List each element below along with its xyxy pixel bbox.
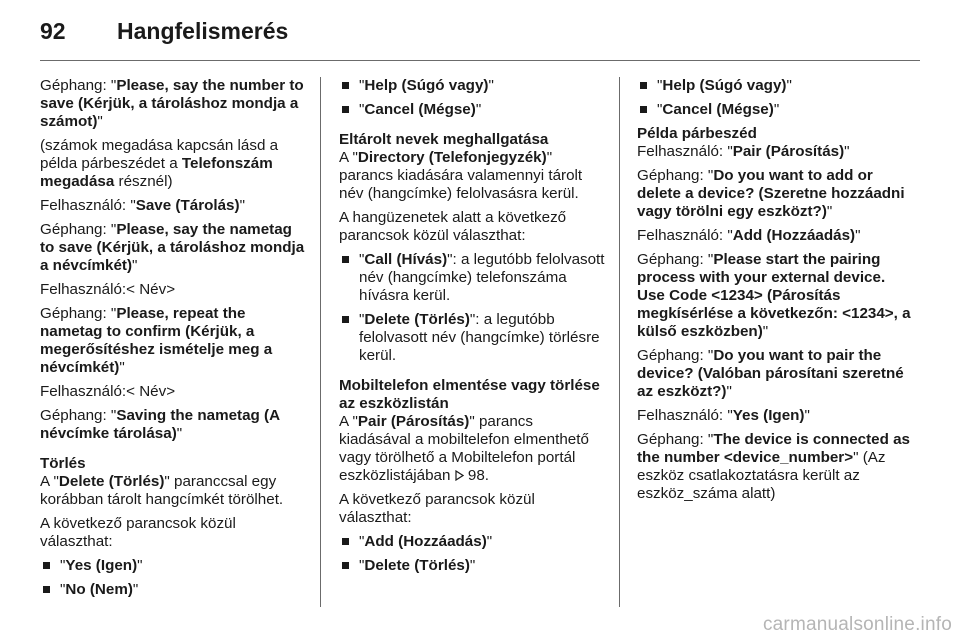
voice-prompt: Do you want to add or delete a device? (Szeretne hozzáadni vagy törölni egy eszközt?)	[637, 167, 905, 220]
square-bullet-icon	[342, 82, 349, 89]
paragraph: A következő parancsok közül választhat:	[40, 515, 236, 550]
voice-command: Delete (Törlés)	[364, 311, 470, 328]
list-item: "Yes (Igen)"	[40, 557, 310, 575]
paragraph: Géphang: "Do you want to pair the device? (Valóban párosítani szeretné az eszközt?)"	[637, 347, 904, 400]
paragraph: A hangüzenetek alatt a következő parancsok közül választhat:	[339, 209, 567, 244]
voice-command: Add (Hozzáadás)	[732, 227, 856, 244]
section-heading: Törlés	[40, 455, 86, 472]
voice-command: No (Nem)	[65, 581, 133, 598]
paragraph: Géphang: "Please, say the number to save (Kérjük, a tároláshoz mondja a számot)"	[40, 77, 304, 130]
voice-prompt: Saving the nametag (A névcímke tárolása)	[40, 407, 280, 442]
voice-command: Yes (Igen)	[732, 407, 805, 424]
page-reference[interactable]: 98.	[467, 467, 490, 484]
square-bullet-icon	[342, 538, 349, 545]
column-middle	[339, 77, 605, 581]
paragraph: Felhasználó:< Név>	[40, 383, 176, 400]
paragraph: Géphang: "Do you want to add or delete a device? (Szeretne hozzáadni vagy törölni egy eszközt?)"	[637, 167, 905, 220]
page-header	[40, 16, 920, 56]
header-divider	[40, 60, 920, 61]
column-right	[637, 77, 913, 509]
voice-command: Directory (Telefonjegyzék)	[357, 149, 547, 166]
voice-prompt: The device is connected as the number <device_number>	[637, 431, 911, 466]
watermark: carmanualsonline.info	[762, 614, 952, 635]
voice-command: Help (Súgó vagy)	[364, 77, 489, 94]
paragraph: Felhasználó: "Pair (Párosítás)"	[637, 143, 850, 160]
paragraph: Felhasználó: "Yes (Igen)"	[637, 407, 810, 424]
voice-prompt: Please, say the nametag to save (Kérjük, a tároláshoz mondja a névcímkét)	[40, 221, 305, 274]
voice-command: Yes (Igen)	[65, 557, 138, 574]
square-bullet-icon	[43, 562, 50, 569]
square-bullet-icon	[342, 256, 349, 263]
paragraph: A következő parancsok közül választhat:	[339, 491, 535, 526]
paragraph: A "Pair (Párosítás)" parancs kiadásával a mobiltelefon elmenthető vagy törölhető a Mobiltelefon portál eszközlistájában 98.	[339, 413, 589, 484]
paragraph: Géphang: "The device is connected as the number <device_number>" (Az eszköz csatlakoztatásra került az eszköz_száma alatt)	[637, 431, 911, 502]
list-item: "Call (Hívás)": a legutóbb felolvasott név (hangcímke) telefonszáma hívásra kerül.	[339, 251, 605, 305]
paragraph: Géphang: "Please start the pairing process with your external device. Use Code <1234> (Párosítás megkísérlése a következőn: <1234>, a külső eszközben)"	[637, 251, 911, 340]
section-heading: Példa párbeszéd	[637, 125, 757, 142]
paragraph: Géphang: "Please, say the nametag to save (Kérjük, a tároláshoz mondja a névcímkét)"	[40, 221, 305, 274]
list-item: "Help (Súgó vagy)"	[637, 77, 913, 95]
voice-prompt: Please, say the number to save (Kérjük, a tároláshoz mondja a számot)	[40, 77, 304, 130]
section-reference: Telefonszám megadása	[40, 155, 273, 190]
square-bullet-icon	[640, 106, 647, 113]
paragraph: Felhasználó: "Add (Hozzáadás)"	[637, 227, 861, 244]
page-number: 92	[40, 18, 66, 44]
square-bullet-icon	[342, 316, 349, 323]
list-item: "No (Nem)"	[40, 581, 310, 599]
square-bullet-icon	[342, 562, 349, 569]
paragraph: (számok megadása kapcsán lásd a példa párbeszédet a Telefonszám megadása résznél)	[40, 137, 279, 190]
paragraph: Felhasználó: "Save (Tárolás)"	[40, 197, 245, 214]
voice-prompt: Please start the pairing process with your external device. Use Code <1234> (Párosítás megkísérlése a következőn: <1234>, a külső eszközben)	[637, 251, 911, 340]
list-item: "Help (Súgó vagy)"	[339, 77, 605, 95]
list-item: "Delete (Törlés)": a legutóbb felolvasott név (hangcímke) törlésre kerül.	[339, 311, 605, 365]
column-left	[40, 77, 310, 605]
square-bullet-icon	[43, 586, 50, 593]
list-item: "Cancel (Mégse)"	[637, 101, 913, 119]
section-heading: Mobiltelefon elmentése vagy törlése az eszközlistán	[339, 377, 600, 412]
voice-command: Cancel (Mégse)	[662, 101, 774, 118]
voice-command: Call (Hívás)	[364, 251, 448, 268]
paragraph: Géphang: "Please, repeat the nametag to confirm (Kérjük, a megerősítéshez ismételje meg a névcímkét)"	[40, 305, 273, 376]
voice-command: Help (Súgó vagy)	[662, 77, 787, 94]
voice-command: Pair (Párosítás)	[732, 143, 845, 160]
page-title: Hangfelismerés	[117, 18, 289, 44]
square-bullet-icon	[640, 82, 647, 89]
paragraph: Felhasználó:< Név>	[40, 281, 176, 298]
column-divider	[619, 77, 620, 607]
list-item: "Delete (Törlés)"	[339, 557, 605, 575]
paragraph: A "Directory (Telefonjegyzék)" parancs kiadására valamennyi tárolt név (hangcímke) felolvasásra kerül.	[339, 149, 583, 202]
column-divider	[320, 77, 321, 607]
voice-command: Delete (Törlés)	[364, 557, 470, 574]
list-item: "Cancel (Mégse)"	[339, 101, 605, 119]
paragraph: Géphang: "Saving the nametag (A névcímke tárolása)"	[40, 407, 280, 442]
square-bullet-icon	[342, 106, 349, 113]
voice-command: Add (Hozzáadás)	[364, 533, 487, 550]
paragraph: A "Delete (Törlés)" paranccsal egy korábban tárolt hangcímkét törölhet.	[40, 473, 284, 508]
voice-prompt: Please, repeat the nametag to confirm (Kérjük, a megerősítéshez ismételje meg a névcímkét)	[40, 305, 273, 376]
voice-prompt: Do you want to pair the device? (Valóban párosítani szeretné az eszközt?)	[637, 347, 904, 400]
list-item: "Add (Hozzáadás)"	[339, 533, 605, 551]
voice-command: Pair (Párosítás)	[357, 413, 470, 430]
page-reference-arrow-icon	[455, 467, 464, 484]
voice-command: Cancel (Mégse)	[364, 101, 476, 118]
voice-command: Save (Tárolás)	[135, 197, 240, 214]
section-heading: Eltárolt nevek meghallgatása	[339, 131, 549, 148]
voice-command: Delete (Törlés)	[58, 473, 165, 490]
